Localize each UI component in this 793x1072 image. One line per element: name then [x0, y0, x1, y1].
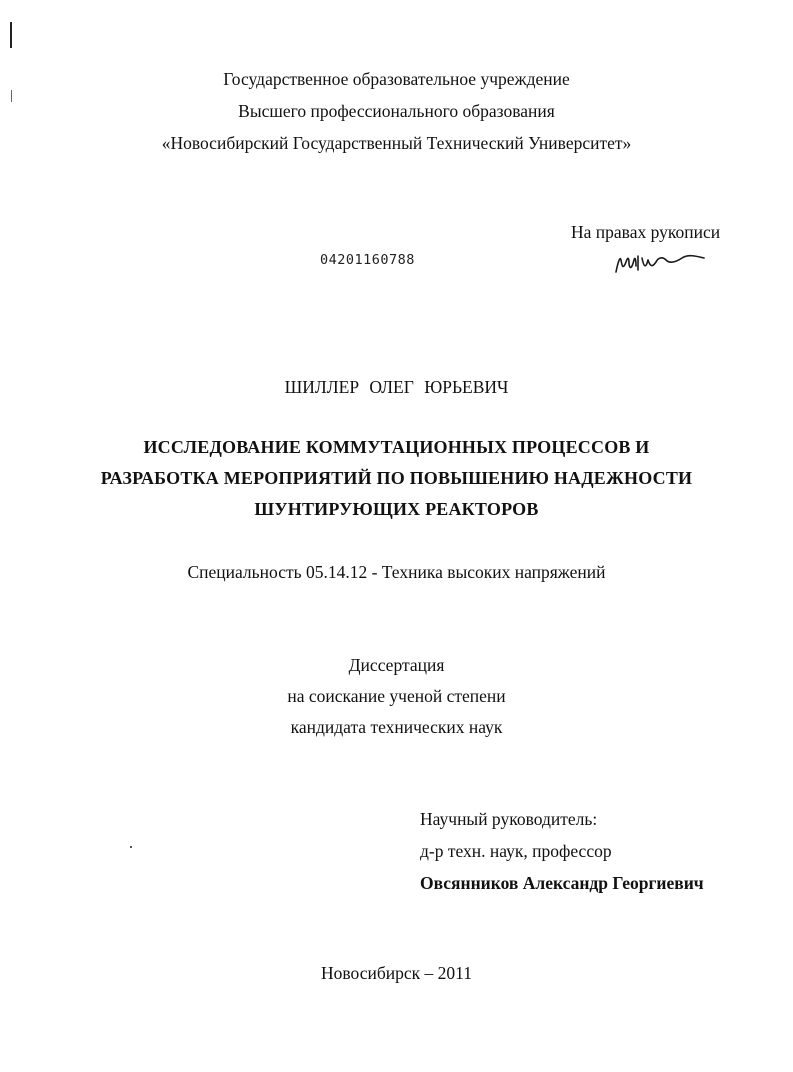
dissertation-field: кандидата технических наук: [290, 717, 503, 737]
supervisor-label: Научный руководитель:: [420, 809, 598, 829]
dissertation-degree: на соискание ученой степени: [287, 686, 506, 706]
title-line-1: ИССЛЕДОВАНИЕ КОММУТАЦИОННЫХ ПРОЦЕССОВ И: [143, 437, 650, 457]
manuscript-rights: На правах рукописи: [571, 222, 721, 242]
scan-speck: [130, 846, 132, 848]
signature-icon: [612, 248, 712, 278]
institution-line-1: Государственное образовательное учреждение: [223, 69, 570, 89]
city-year: Новосибирск – 2011: [321, 963, 472, 983]
scan-mark: [10, 22, 12, 48]
institution-line-3: «Новосибирский Государственный Технический Университет»: [161, 133, 632, 153]
supervisor-degree: д-р техн. наук, профессор: [420, 841, 612, 861]
specialty: Специальность 05.14.12 - Техника высоких напряжений: [187, 562, 606, 582]
title-line-3: ШУНТИРУЮЩИХ РЕАКТОРОВ: [254, 499, 539, 519]
title-line-2: РАЗРАБОТКА МЕРОПРИЯТИЙ ПО ПОВЫШЕНИЮ НАДЕЖНОСТИ: [100, 468, 693, 488]
institution-line-2: Высшего профессионального образования: [238, 101, 555, 121]
supervisor-name: Овсянников Александр Георгиевич: [420, 873, 704, 893]
registration-number: 04201160788: [320, 252, 415, 268]
dissertation-label: Диссертация: [348, 655, 445, 675]
author-name: ШИЛЛЕР ОЛЕГ ЮРЬЕВИЧ: [284, 377, 509, 397]
